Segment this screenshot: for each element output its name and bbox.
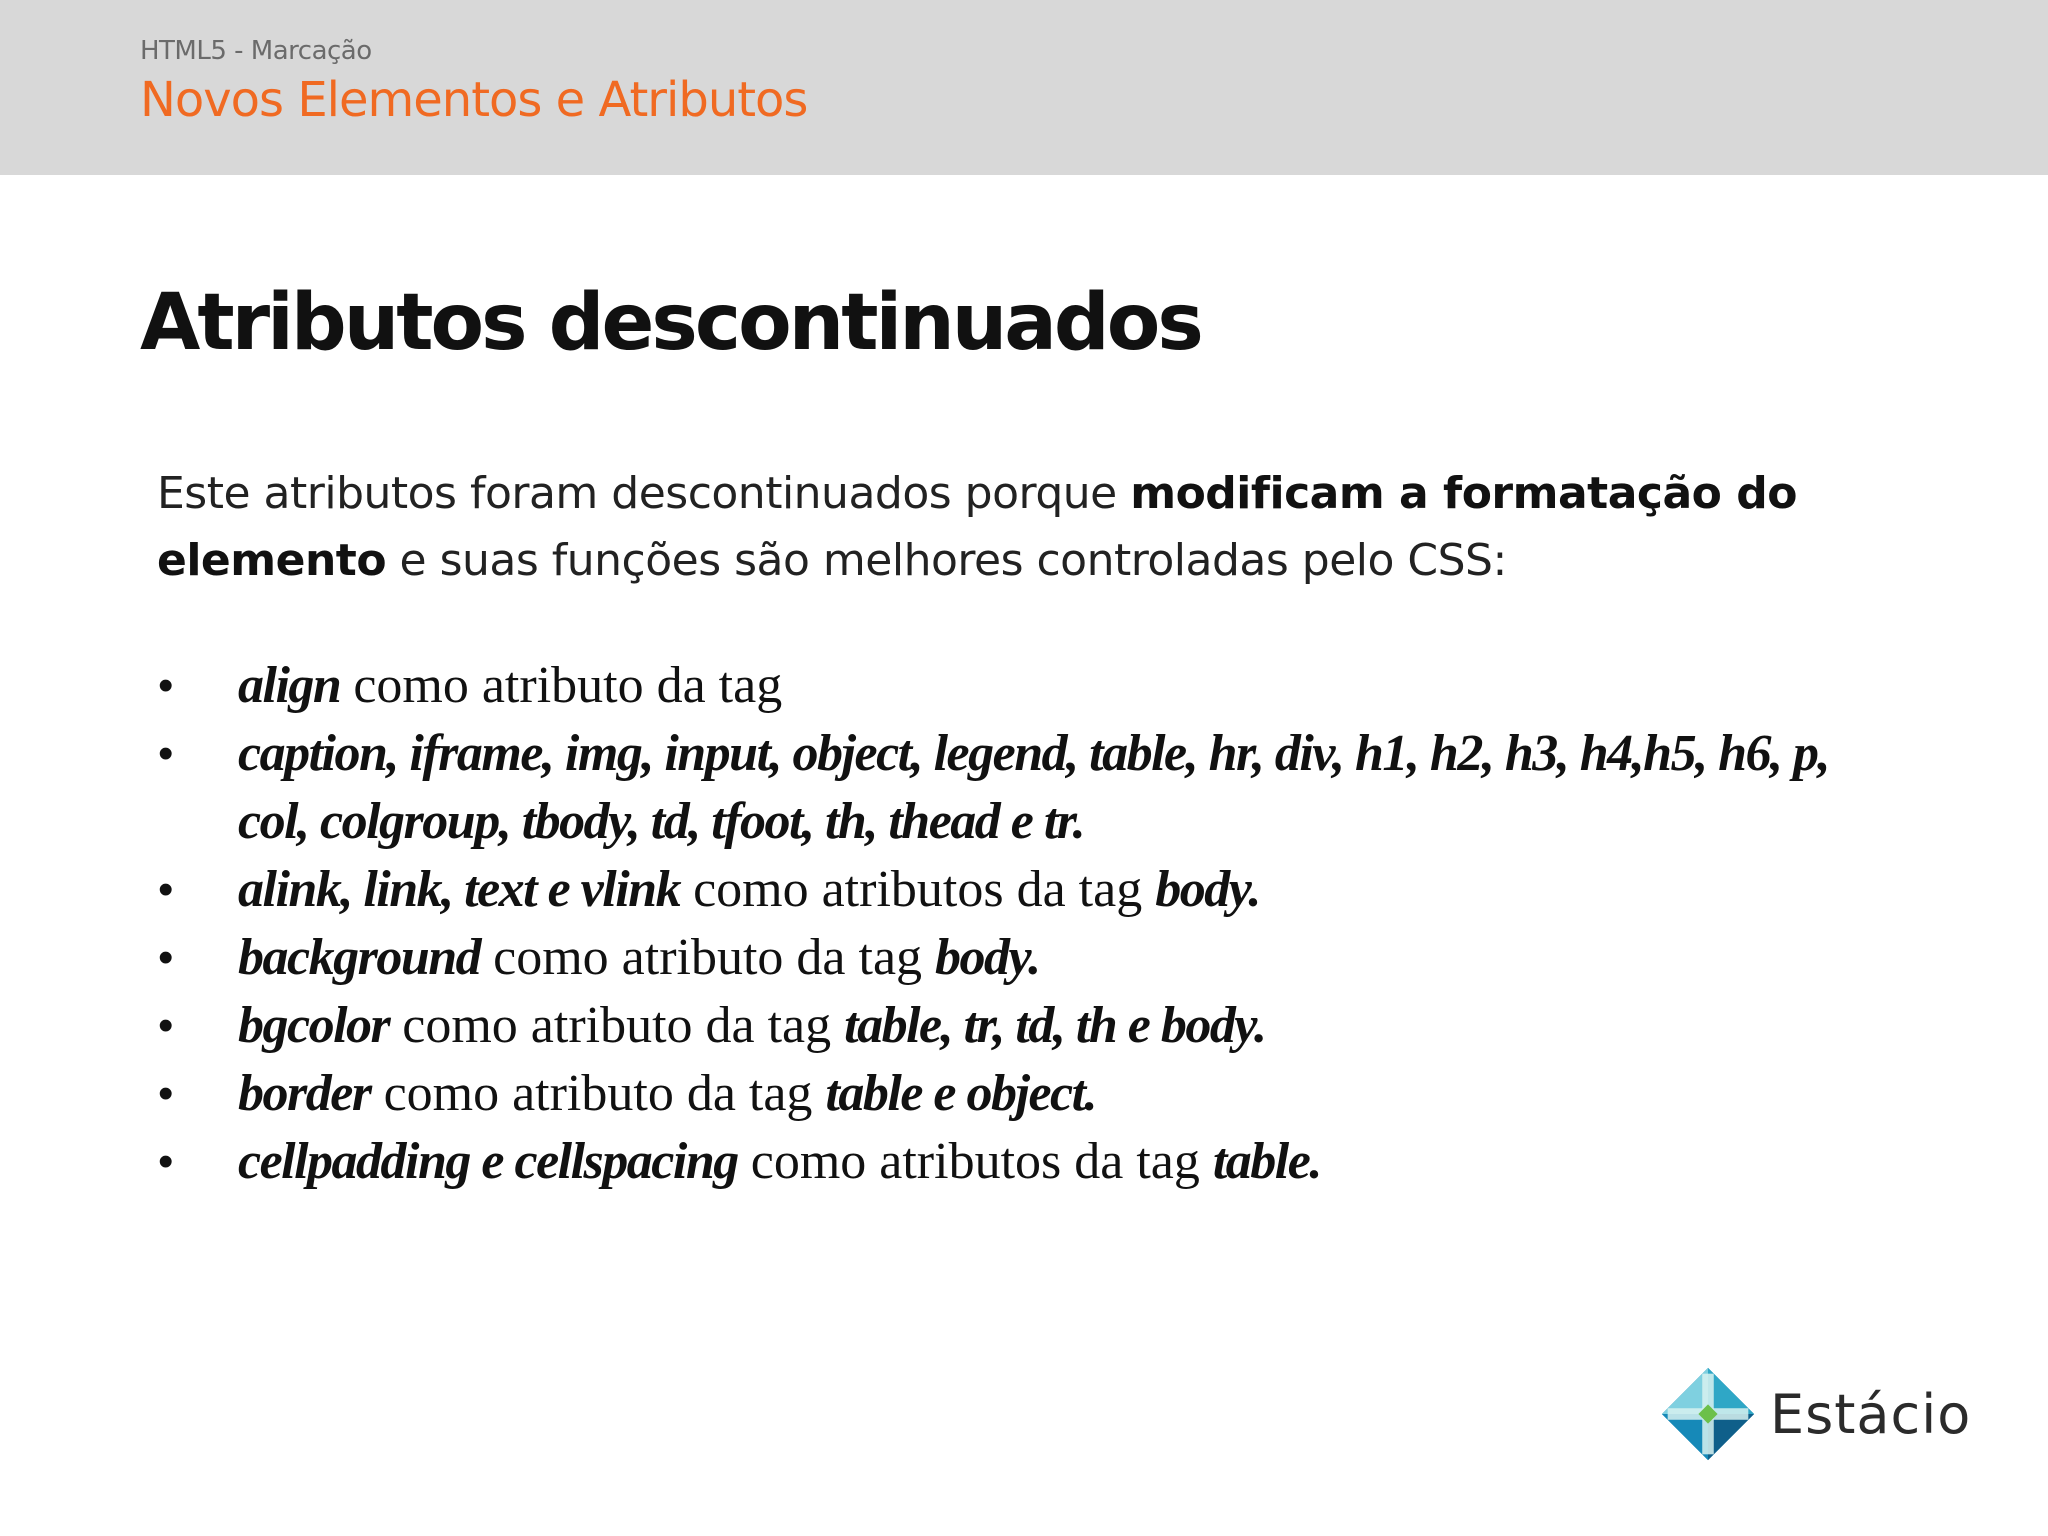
description: como atributo da tag bbox=[480, 929, 936, 986]
intro-text-2: e suas funções são melhores controladas pelo CSS: bbox=[386, 535, 1507, 586]
intro-paragraph bbox=[157, 460, 1877, 594]
attribute-names: align bbox=[238, 657, 341, 714]
list-item bbox=[150, 924, 1910, 992]
attribute-names: border bbox=[238, 1065, 371, 1122]
intro-text-1: Este atributos foram descontinuados porque bbox=[157, 468, 1131, 519]
tag-names: body. bbox=[935, 929, 1040, 986]
logo-text: Estácio bbox=[1770, 1382, 1972, 1446]
deprecated-attributes-list bbox=[150, 652, 1910, 1196]
attribute-names: bgcolor bbox=[238, 997, 390, 1054]
estacio-logo bbox=[1660, 1366, 1971, 1462]
description: como atributo da tag bbox=[389, 997, 845, 1054]
estacio-diamond-logo-icon bbox=[1660, 1366, 1756, 1462]
tag-names: body. bbox=[1155, 861, 1260, 918]
tag-names: table. bbox=[1212, 1133, 1321, 1190]
attribute-names: alink, link, text e vlink bbox=[238, 861, 681, 918]
description: como atributo da tag bbox=[370, 1065, 826, 1122]
list-item bbox=[150, 856, 1910, 924]
intro-bold: modificam a formatação do elemento bbox=[157, 468, 1797, 586]
tag-names: table e object. bbox=[825, 1065, 1097, 1122]
description: como atributos da tag bbox=[737, 1133, 1213, 1190]
list-item bbox=[150, 1128, 1910, 1196]
attribute-names: background bbox=[238, 929, 481, 986]
list-item bbox=[150, 652, 1910, 720]
page-title: Atributos descontinuados bbox=[140, 278, 1201, 368]
description: como atributos da tag bbox=[680, 861, 1156, 918]
description: como atributo da tag bbox=[340, 657, 783, 714]
list-item bbox=[150, 720, 1910, 856]
list-item bbox=[150, 1060, 1910, 1128]
list-item bbox=[150, 992, 1910, 1060]
breadcrumb: HTML5 - Marcação bbox=[140, 36, 372, 66]
attribute-names: cellpadding e cellspacing bbox=[238, 1133, 738, 1190]
attribute-names: caption, iframe, img, input, object, legend, table, hr, div, h1, h2, h3, h4,h5, h6, p, col, colgroup, tbody, td, tfoot, th, thead e tr. bbox=[238, 725, 1830, 850]
tag-names: table, tr, td, th e body. bbox=[844, 997, 1266, 1054]
section-title: Novos Elementos e Atributos bbox=[140, 72, 808, 128]
